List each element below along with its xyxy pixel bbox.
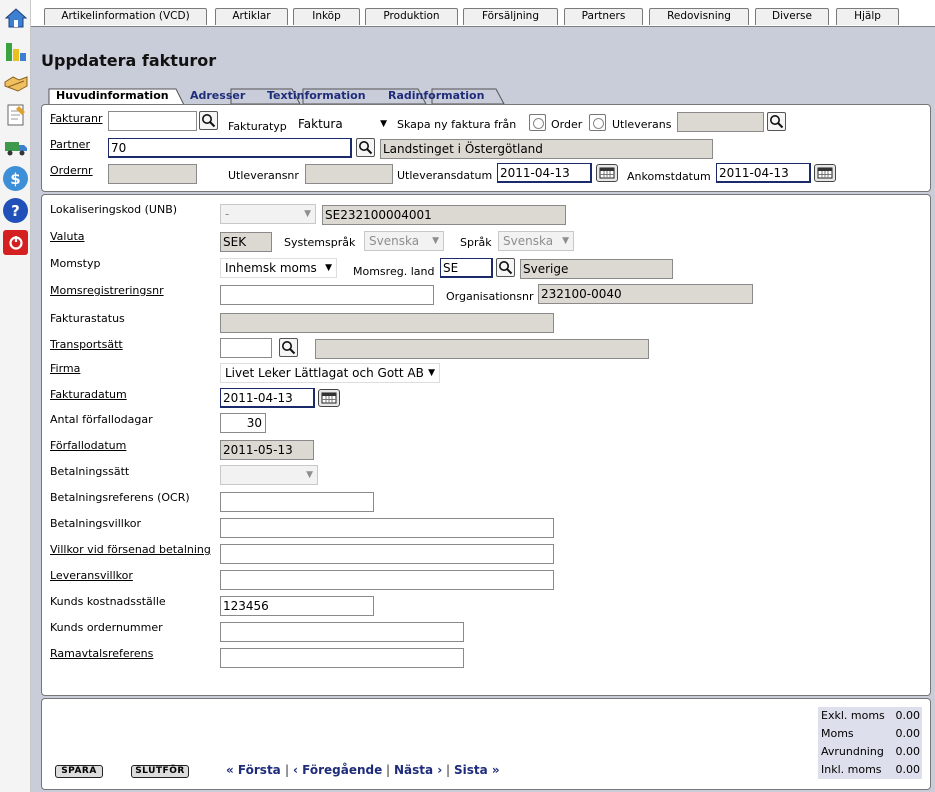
skapa-label: Skapa ny faktura från xyxy=(397,118,517,131)
betalningssatt-select[interactable] xyxy=(220,465,318,485)
partner-search-button[interactable] xyxy=(356,138,375,157)
utleverans-label: Utleverans xyxy=(612,118,672,131)
chevron-down-icon: ▼ xyxy=(562,236,569,246)
transportsatt-name-field xyxy=(315,339,649,359)
partner-input[interactable]: 70 xyxy=(108,138,352,158)
kundordernr-input[interactable] xyxy=(220,622,464,642)
menu-partners[interactable]: Partners xyxy=(564,8,643,25)
forsenad-label: Villkor vid försenad betalning xyxy=(50,543,211,556)
menu-artikelinformation[interactable]: Artikelinformation (VCD) xyxy=(44,8,207,25)
totals-label: Avrundning xyxy=(821,745,884,758)
ankomstdatum-label: Ankomstdatum xyxy=(627,170,711,183)
nav-separator: | xyxy=(386,763,391,777)
fakturastatus-field xyxy=(220,313,554,333)
chart-icon[interactable] xyxy=(3,38,28,63)
search-icon xyxy=(497,259,514,276)
utleveransdatum-input[interactable]: 2011-04-13 xyxy=(497,163,592,183)
help-icon[interactable]: ? xyxy=(3,198,28,223)
momstyp-label: Momstyp xyxy=(50,257,101,270)
partner-name-field: Landstinget i Östergötland xyxy=(380,139,713,159)
page-title: Uppdatera fakturor xyxy=(41,51,217,70)
order-label: Order xyxy=(551,118,583,131)
menu-redovisning[interactable]: Redovisning xyxy=(649,8,749,25)
left-sidebar xyxy=(0,0,31,792)
menu-produktion[interactable]: Produktion xyxy=(365,8,458,25)
transportsatt-input[interactable] xyxy=(220,338,272,358)
nav-separator: | xyxy=(285,763,290,777)
totals-value: 0.00 xyxy=(895,745,920,758)
momsreg-land-label: Momsreg. land xyxy=(353,265,435,278)
fakturadatum-calendar-button[interactable] xyxy=(318,389,340,407)
lokalisering-code-field: SE232100004001 xyxy=(322,205,566,225)
fakturastatus-label: Fakturastatus xyxy=(50,312,125,325)
totals-row xyxy=(818,743,922,761)
totals-label: Inkl. moms xyxy=(821,763,882,776)
utleveransnr-input[interactable] xyxy=(305,164,393,184)
ordernr-input[interactable] xyxy=(108,164,197,184)
forfallodatum-field: 2011-05-13 xyxy=(220,440,314,460)
utleveransnr-label: Utleveransnr xyxy=(228,169,299,182)
totals-row xyxy=(818,707,922,725)
firma-select[interactable] xyxy=(220,363,440,383)
fakturadatum-input[interactable]: 2011-04-13 xyxy=(220,388,315,408)
fakturanr-search-button[interactable] xyxy=(199,111,218,130)
momsregnr-label: Momsregistreringsnr xyxy=(50,284,164,297)
systemsprak-label: Systemspråk xyxy=(284,236,356,249)
betref-label: Betalningsreferens (OCR) xyxy=(50,491,190,504)
menu-inkop[interactable]: Inköp xyxy=(293,8,360,25)
ankomstdatum-input[interactable]: 2011-04-13 xyxy=(716,163,811,183)
momstyp-value: Inhemsk moms xyxy=(225,261,317,275)
lokalisering-select[interactable] xyxy=(220,204,316,224)
valuta-label: Valuta xyxy=(50,230,85,243)
chevron-down-icon: ▼ xyxy=(428,368,435,378)
betvillkor-input[interactable] xyxy=(220,518,554,538)
utleveransdatum-calendar-button[interactable] xyxy=(596,164,618,182)
chevron-down-icon: ▼ xyxy=(432,236,439,246)
nav-separator: | xyxy=(446,763,451,777)
utleverans-search-button[interactable] xyxy=(767,112,786,131)
handshake-icon[interactable] xyxy=(3,70,28,95)
truck-icon[interactable] xyxy=(3,134,28,159)
menu-hjalp[interactable]: Hjälp xyxy=(836,8,899,25)
stop-icon[interactable] xyxy=(3,230,28,255)
chevron-down-icon: ▼ xyxy=(304,209,311,219)
momsreg-land-name-field: Sverige xyxy=(520,259,673,279)
betvillkor-label: Betalningsvillkor xyxy=(50,517,142,530)
forsenad-input[interactable] xyxy=(220,544,554,564)
chevron-down-icon: ▼ xyxy=(380,119,387,129)
fakturadatum-label: Fakturadatum xyxy=(50,388,127,401)
kostnadsstalle-label: Kunds kostnadsställe xyxy=(50,595,166,608)
momsregnr-input[interactable] xyxy=(220,285,434,305)
menu-artiklar[interactable]: Artiklar xyxy=(215,8,288,25)
fakturatyp-value: Faktura xyxy=(298,117,343,131)
slutfor-button[interactable]: SLUTFÖR xyxy=(131,765,189,778)
sprak-value: Svenska xyxy=(503,234,554,248)
firma-value: Livet Leker Lättlagat och Gott AB xyxy=(225,366,424,380)
forfallodagar-input[interactable]: 30 xyxy=(220,413,266,433)
fakturatyp-label: Fakturatyp xyxy=(228,120,287,133)
calendar-icon xyxy=(597,165,617,181)
leveransvillkor-input[interactable] xyxy=(220,570,554,590)
totals-label: Exkl. moms xyxy=(821,709,885,722)
nav-sista-link[interactable]: Sista » xyxy=(454,763,500,777)
transportsatt-label: Transportsätt xyxy=(50,338,123,351)
totals-label: Moms xyxy=(821,727,854,740)
fakturanr-label: Fakturanr xyxy=(50,112,103,125)
transportsatt-search-button[interactable] xyxy=(279,338,298,357)
tab-radinformation[interactable]: Radinformation xyxy=(388,89,485,102)
momsreg-land-input[interactable]: SE xyxy=(440,258,493,278)
ankomstdatum-calendar-button[interactable] xyxy=(814,164,836,182)
menu-forsaljning[interactable]: Försäljning xyxy=(463,8,558,25)
totals-row xyxy=(818,761,922,779)
lokalisering-label: Lokaliseringskod (UNB) xyxy=(50,203,178,216)
systemsprak-value: Svenska xyxy=(369,234,420,248)
betref-input[interactable] xyxy=(220,492,374,512)
fakturatyp-select[interactable] xyxy=(293,114,392,134)
home-icon[interactable] xyxy=(3,5,28,30)
lokalisering-select-value: - xyxy=(225,207,230,221)
orgnr-label: Organisationsnr xyxy=(446,290,534,303)
momsreg-land-search-button[interactable] xyxy=(496,258,515,277)
ordernr-label: Ordernr xyxy=(50,164,93,177)
menu-diverse[interactable]: Diverse xyxy=(755,8,829,25)
firma-label: Firma xyxy=(50,362,81,375)
fakturanr-input[interactable] xyxy=(108,111,197,131)
chevron-down-icon: ▼ xyxy=(325,263,332,273)
search-icon xyxy=(280,339,297,356)
totals-value: 0.00 xyxy=(895,763,920,776)
utleverans-input[interactable] xyxy=(677,112,764,132)
ramavtal-label: Ramavtalsreferens xyxy=(50,647,154,660)
nav-foregaende-link[interactable]: ‹ Föregående xyxy=(293,763,383,777)
order-radio[interactable] xyxy=(529,114,546,131)
valuta-field[interactable]: SEK xyxy=(220,232,272,252)
ramavtal-input[interactable] xyxy=(220,648,464,668)
nav-nasta-link[interactable]: Nästa › xyxy=(394,763,443,777)
search-icon xyxy=(357,139,374,156)
totals-value: 0.00 xyxy=(895,727,920,740)
tab-adresser[interactable]: Adresser xyxy=(190,89,246,102)
tab-huvudinformation[interactable]: Huvudinformation xyxy=(56,89,169,102)
kundordernr-label: Kunds ordernummer xyxy=(50,621,163,634)
calendar-icon xyxy=(319,390,339,406)
notes-icon[interactable] xyxy=(3,102,28,127)
spara-button[interactable]: SPARA xyxy=(55,765,103,778)
kostnadsstalle-input[interactable]: 123456 xyxy=(220,596,374,616)
chevron-down-icon: ▼ xyxy=(306,470,313,480)
tab-textinformation[interactable]: Textinformation xyxy=(267,89,366,102)
totals-value: 0.00 xyxy=(895,709,920,722)
dollar-icon[interactable]: $ xyxy=(3,166,28,191)
sprak-select[interactable] xyxy=(498,231,574,251)
totals-table xyxy=(818,707,922,779)
partner-label: Partner xyxy=(50,138,90,151)
utleveransdatum-label: Utleveransdatum xyxy=(397,169,493,182)
calendar-icon xyxy=(815,165,835,181)
systemsprak-select[interactable] xyxy=(364,231,444,251)
search-icon xyxy=(200,112,217,129)
forfallodatum-label: Förfallodatum xyxy=(50,439,127,452)
search-icon xyxy=(768,113,785,130)
sprak-label: Språk xyxy=(460,236,492,249)
totals-row xyxy=(818,725,922,743)
betalningssatt-label: Betalningssätt xyxy=(50,465,130,478)
top-menu-bar xyxy=(31,0,935,27)
leveransvillkor-label: Leveransvillkor xyxy=(50,569,133,582)
forfallodagar-label: Antal förfallodagar xyxy=(50,413,153,426)
nav-forsta-link[interactable]: « Första xyxy=(226,763,281,777)
utleverans-radio[interactable] xyxy=(589,114,606,131)
orgnr-field[interactable]: 232100-0040 xyxy=(538,284,753,304)
momstyp-select[interactable] xyxy=(220,258,337,278)
